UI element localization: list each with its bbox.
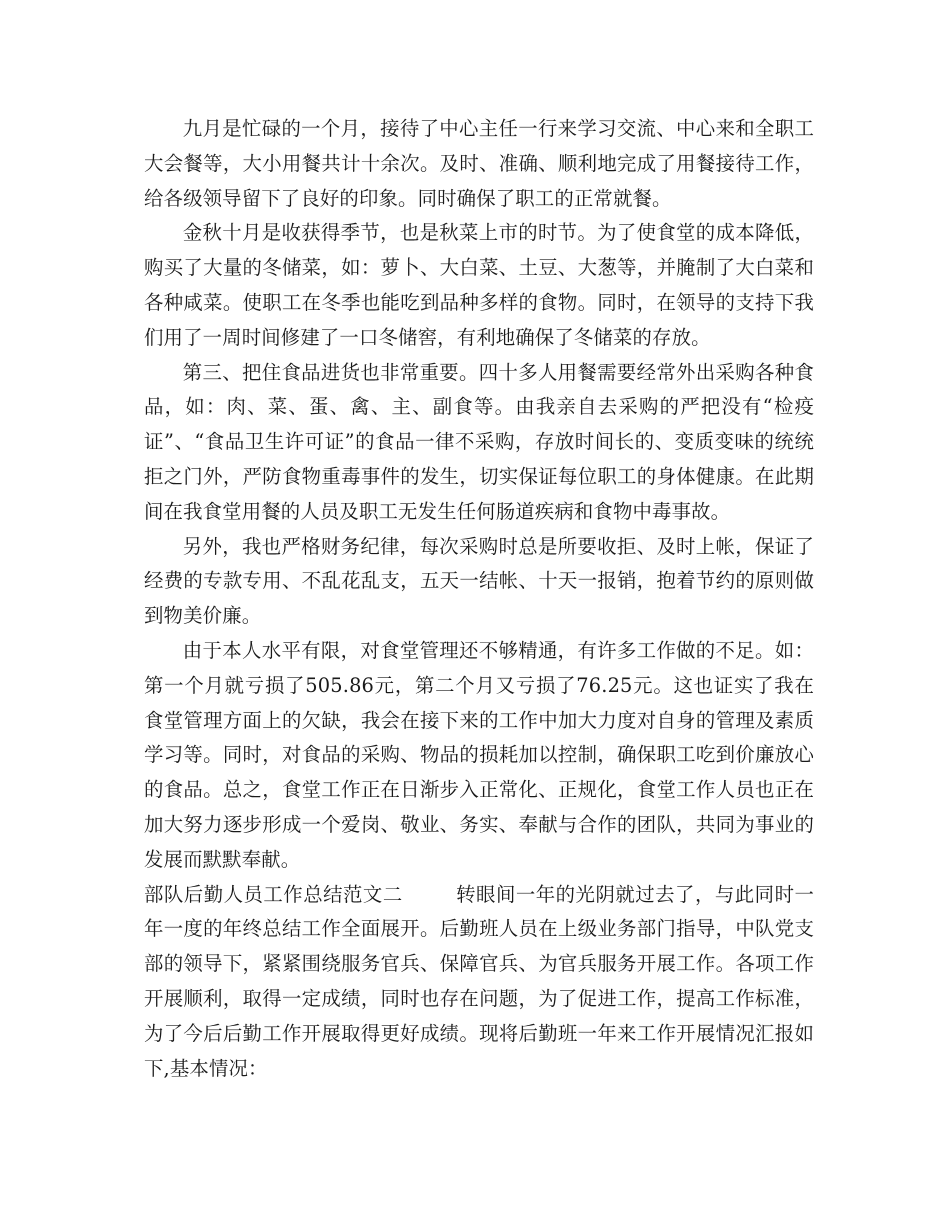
document-body <box>144 112 814 1086</box>
section-two-paragraph <box>144 878 814 1087</box>
section-two-title: 部队后勤人员工作总结范文二 <box>144 882 403 906</box>
section-two-body: 转眼间一年的光阴就过去了，与此同时一年一度的年终总结工作全面展开。后勤班人员在上级业务部门指导，中队党支部的领导下，紧紧围绕服务官兵、保障官兵、为官兵服务开展工作。各项工作开展顺利，取得一定成绩，同时也存在问题，为了促进工作，提高工作标准，为了今后后勤工作开展取得更好成绩。现将后勤班一年来工作开展情况汇报如下,基本情况： <box>144 882 815 1080</box>
paragraph-food-purchasing: 第三、把住食品进货也非常重要。四十多人用餐需要经常外出采购各种食品，如：肉、菜、蛋、禽、主、副食等。由我亲自去采购的严把没有“检疫证”、“食品卫生许可证”的食品一律不采购，存放时间长的、变质变味的统统拒之门外，严防食物重毒事件的发生，切实保证每位职工的身体健康。在此期间在我食堂用餐的人员及职工无发生任何肠道疾病和食物中毒事故。 <box>144 360 814 523</box>
paragraph-october: 金秋十月是收获得季节，也是秋菜上市的时节。为了使食堂的成本降低，购买了大量的冬储菜，如：萝卜、大白菜、土豆、大葱等，并腌制了大白菜和各种咸菜。使职工在冬季也能吃到品种多样的食物。同时，在领导的支持下我们用了一周时间修建了一口冬储窖，有利地确保了冬储菜的存放。 <box>144 221 814 349</box>
paragraph-shortcomings: 由于本人水平有限，对食堂管理还不够精通，有许多工作做的不足。如：第一个月就亏损了505.86元，第二个月又亏损了76.25元。这也证实了我在食堂管理方面上的欠缺，我会在接下来的工作中加大力度对自身的管理及素质学习等。同时，对食品的采购、物品的损耗加以控制，确保职工吃到价廉放心的食品。总之，食堂工作正在日渐步入正常化、正规化，食堂工作人员也正在加大努力逐步形成一个爱岗、敬业、务实、奉献与合作的团队，共同为事业的发展而默默奉献。 <box>144 638 814 871</box>
paragraph-finance: 另外，我也严格财务纪律，每次采购时总是所要收拒、及时上帐，保证了经费的专款专用、不乱花乱支，五天一结帐、十天一报销，抱着节约的原则做到物美价廉。 <box>144 534 814 628</box>
paragraph-september: 九月是忙碌的一个月，接待了中心主任一行来学习交流、中心来和全职工大会餐等，大小用餐共计十余次。及时、准确、顺利地完成了用餐接待工作，给各级领导留下了良好的印象。同时确保了职工的正常就餐。 <box>144 117 814 210</box>
title-gap <box>403 883 456 906</box>
